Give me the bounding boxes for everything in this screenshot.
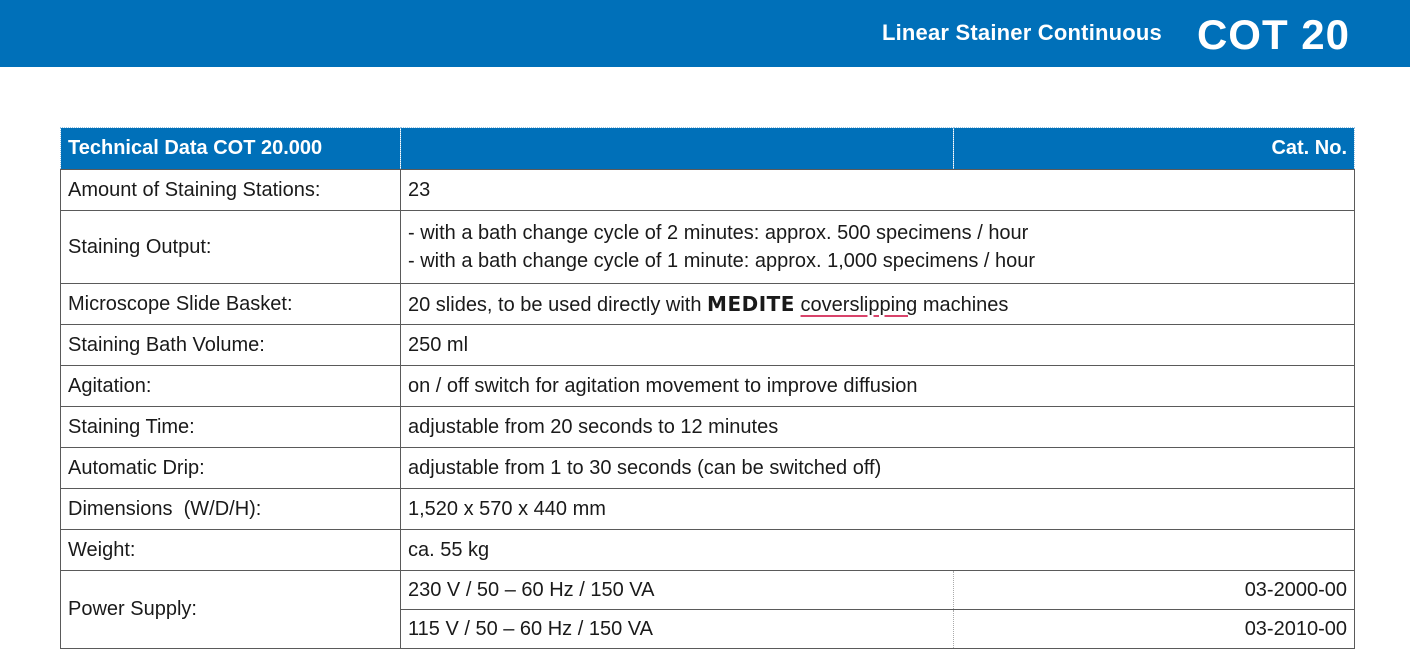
- basket-text-pre: 20 slides, to be used directly with: [408, 293, 708, 316]
- table-heading: Technical Data COT 20.000: [61, 128, 401, 170]
- row-label: Weight:: [61, 530, 401, 571]
- table-row: [61, 530, 1355, 571]
- table-row: [61, 407, 1355, 448]
- table-row: [61, 325, 1355, 366]
- brand-name: MEDITE: [707, 291, 795, 316]
- product-subtitle: Linear Stainer Continuous: [881, 20, 1162, 45]
- table-row: [61, 211, 1355, 284]
- table-row: [61, 489, 1355, 530]
- technical-data-table: [60, 127, 1355, 649]
- cat-no-heading: Cat. No.: [954, 128, 1355, 170]
- cat-no-value: 03-2000-00: [954, 571, 1355, 610]
- row-value: 1,520 x 570 x 440 mm: [401, 489, 1355, 530]
- header-banner: [0, 0, 1410, 67]
- power-option-value: 115 V / 50 – 60 Hz / 150 VA: [401, 610, 954, 649]
- row-label: Agitation:: [61, 366, 401, 407]
- row-value: ca. 55 kg: [401, 530, 1355, 571]
- row-label: Staining Bath Volume:: [61, 325, 401, 366]
- row-value: [401, 284, 1355, 325]
- table-row: [61, 366, 1355, 407]
- product-title: COT 20: [1196, 11, 1350, 58]
- row-value: adjustable from 20 seconds to 12 minutes: [401, 407, 1355, 448]
- output-line-1: - with a bath change cycle of 2 minutes: approx. 500 specimens / hour: [408, 222, 1029, 244]
- table-row: [61, 284, 1355, 325]
- table-heading-spacer: [401, 128, 954, 170]
- row-label: Staining Time:: [61, 407, 401, 448]
- row-value: adjustable from 1 to 30 seconds (can be switched off): [401, 448, 1355, 489]
- row-value: on / off switch for agitation movement to improve diffusion: [401, 366, 1355, 407]
- row-value: [401, 211, 1355, 284]
- row-label: Automatic Drip:: [61, 448, 401, 489]
- table-row: [61, 170, 1355, 211]
- cat-no-value: 03-2010-00: [954, 610, 1355, 649]
- spellcheck-word: coverslipping: [800, 293, 918, 316]
- row-label: Staining Output:: [61, 211, 401, 284]
- row-label: Amount of Staining Stations:: [61, 170, 401, 211]
- row-label: Microscope Slide Basket:: [61, 284, 401, 325]
- power-option-value: 230 V / 50 – 60 Hz / 150 VA: [401, 571, 954, 610]
- table-row: [61, 571, 1355, 610]
- row-label: Power Supply:: [61, 571, 401, 649]
- output-line-2: - with a bath change cycle of 1 minute: approx. 1,000 specimens / hour: [408, 250, 1036, 272]
- row-value: 250 ml: [401, 325, 1355, 366]
- basket-text-post: machines: [917, 293, 1009, 316]
- row-label: Dimensions (W/D/H):: [61, 489, 401, 530]
- table-header-row: [61, 128, 1355, 170]
- row-value: 23: [401, 170, 1355, 211]
- table-row: [61, 448, 1355, 489]
